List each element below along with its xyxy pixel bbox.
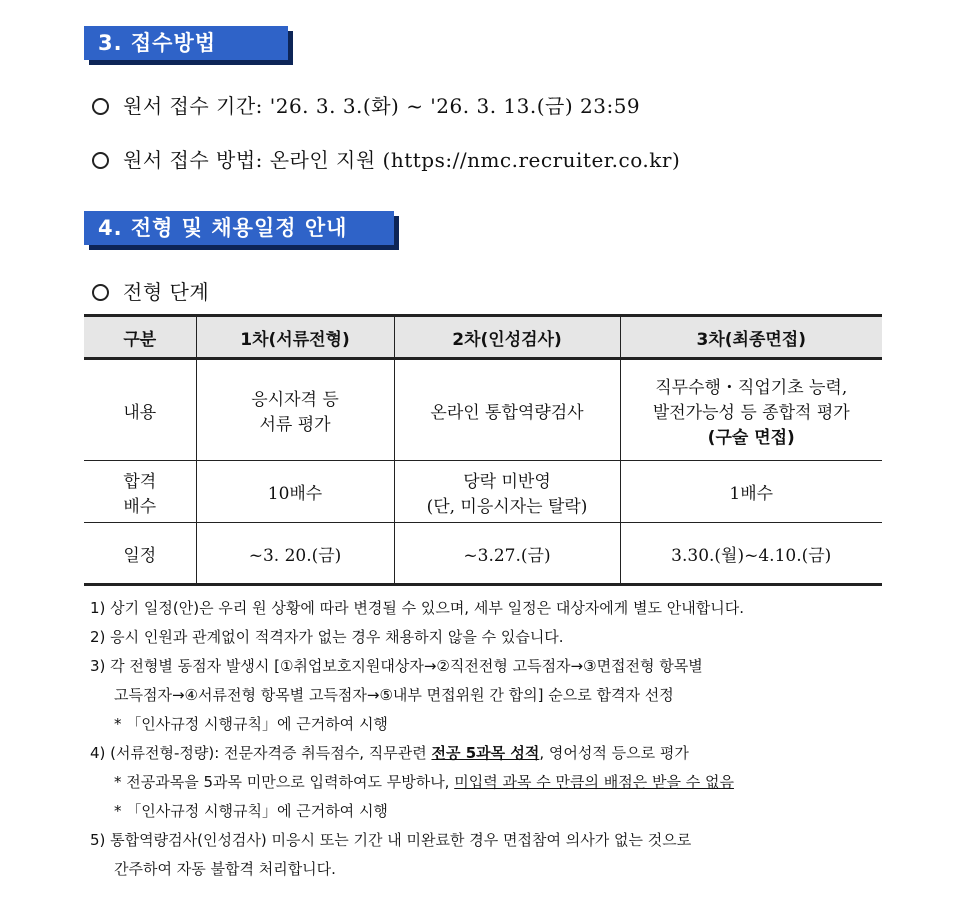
circle-bullet-icon — [92, 98, 109, 115]
table-cell: 응시자격 등 서류 평가 — [196, 359, 394, 461]
table-row-schedule — [84, 523, 882, 585]
table-cell: ~3.27.(금) — [394, 523, 620, 585]
selection-schedule-table — [84, 314, 882, 586]
note-3-continued: 고득점자→④서류전형 항목별 고득점자→⑤내부 면접위원 간 합의] 순으로 합격자 선정 — [114, 686, 674, 704]
notes-list — [90, 594, 890, 884]
application-period-item: 원서 접수 기간: '26. 3. 3.(화) ~ '26. 3. 13.(금) 23:59 — [92, 90, 640, 119]
header-stage-2: 2차(인성검사) — [394, 316, 620, 359]
row-label: 일정 — [84, 523, 196, 585]
table-cell: 당락 미반영 (단, 미응시자는 탈락) — [394, 461, 620, 523]
note-3-remark: * 「인사규정 시행규칙」에 근거하여 시행 — [114, 715, 388, 733]
table-cell: 직무수행・직업기초 능력, 발전가능성 등 종합적 평가 (구술 면접) — [620, 359, 882, 461]
note-3: 3) 각 전형별 동점자 발생시 [①취업보호지원대상자→②직전전형 고득점자→③면접전형 항목별 — [90, 657, 703, 675]
note-1: 1) 상기 일정(안)은 우리 원 상황에 따라 변경될 수 있으며, 세부 일정은 대상자에게 별도 안내합니다. — [90, 599, 745, 617]
note-4-remark: * 전공과목을 5과목 미만으로 입력하여도 무방하나, 미입력 과목 수 만큼의 배점은 받을 수 없음 — [114, 773, 734, 791]
table-header-row — [84, 316, 882, 359]
table-row-content — [84, 359, 882, 461]
row-label: 내용 — [84, 359, 196, 461]
circle-bullet-icon — [92, 284, 109, 301]
table-cell: 1배수 — [620, 461, 882, 523]
table-row-pass-multiple — [84, 461, 882, 523]
note-4-remark-2: * 「인사규정 시행규칙」에 근거하여 시행 — [114, 802, 388, 820]
note-5: 5) 통합역량검사(인성검사) 미응시 또는 기간 내 미완료한 경우 면접참여 의사가 없는 것으로 — [90, 831, 692, 849]
table-cell: ~3. 20.(금) — [196, 523, 394, 585]
header-stage-3: 3차(최종면접) — [620, 316, 882, 359]
application-method-item: 원서 접수 방법: 온라인 지원 (https://nmc.recruiter.co.kr) — [92, 144, 680, 173]
table-cell: 3.30.(월)~4.10.(금) — [620, 523, 882, 585]
circle-bullet-icon — [92, 152, 109, 169]
table-cell: 온라인 통합역량검사 — [394, 359, 620, 461]
emphasized-text: 전공 5과목 성적 — [431, 744, 540, 762]
section-3-heading: 3. 접수방법 — [84, 26, 288, 60]
header-category: 구분 — [84, 316, 196, 359]
table-cell: 10배수 — [196, 461, 394, 523]
note-2: 2) 응시 인원과 관계없이 적격자가 없는 경우 채용하지 않을 수 있습니다. — [90, 628, 564, 646]
header-stage-1: 1차(서류전형) — [196, 316, 394, 359]
note-5-continued: 간주하여 자동 불합격 처리합니다. — [114, 860, 336, 878]
underlined-text: 미입력 과목 수 만큼의 배점은 받을 수 없음 — [454, 773, 734, 791]
note-4: 4) (서류전형-정량): 전문자격증 취득점수, 직무관련 전공 5과목 성적, 영어성적 등으로 평가 — [90, 744, 689, 762]
row-label: 합격 배수 — [84, 461, 196, 523]
selection-stages-subtitle: 전형 단계 — [92, 276, 209, 305]
section-4-heading: 4. 전형 및 채용일정 안내 — [84, 211, 394, 245]
